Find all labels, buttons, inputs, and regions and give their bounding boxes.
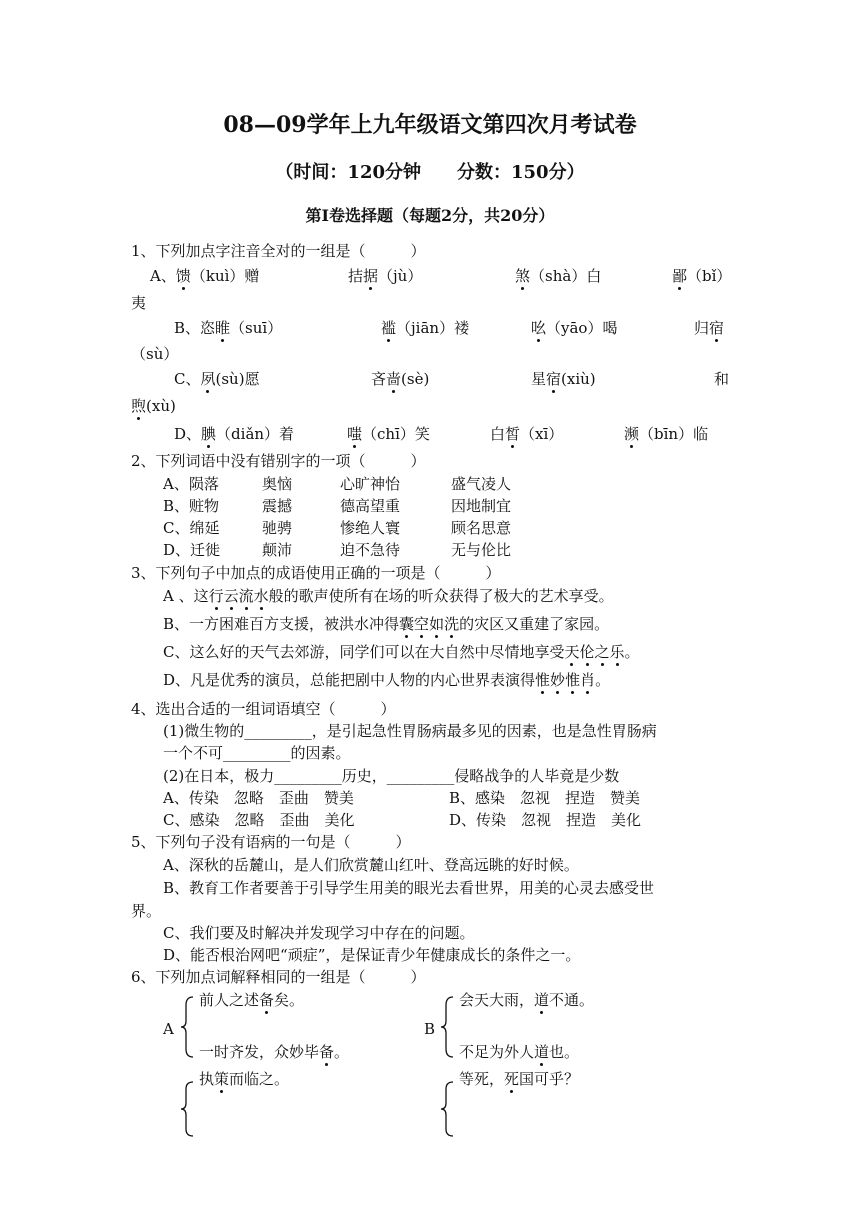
q6-group-b-label: B [424, 1020, 436, 1038]
q4-stem: 4、选出合适的一组词语填空（ ） [131, 700, 396, 718]
q1-option-c-4: 和 [714, 370, 730, 388]
q1-option-b-4: 归宿 [694, 319, 725, 337]
q1-option-c-1: C、夙(sù)愿 [174, 370, 260, 388]
q4-option-b: B、感染 忽视 捏造 赞美 [449, 789, 641, 807]
q1-option-a-2: 拮据（jù） [348, 267, 423, 285]
q1-option-d-1: D、腆（diǎn）着 [174, 425, 295, 443]
q6-group-d-brace [440, 1080, 454, 1138]
section-heading: 第Ⅰ卷选择题（每题2分，共20分） [305, 206, 555, 225]
q2-stem: 2、下列词语中没有错别字的一项（ ） [131, 452, 426, 470]
q2-cell: D、迁徙 [163, 541, 221, 559]
q1-option-a-4: 鄙（bǐ） [672, 267, 732, 285]
q1-option-c-2: 吝啬(sè) [371, 370, 430, 388]
q5-option-b-line2: 界。 [131, 902, 162, 920]
q2-cell: 无与伦比 [451, 541, 512, 559]
q1-option-d-2: 嗤（chī）笑 [347, 425, 430, 443]
q2-cell: C、绵延 [163, 519, 220, 537]
q3-option-c: C、这么好的天气去郊游，同学们可以在大自然中尽情地享受天伦之乐。 [163, 643, 640, 661]
q4-option-d: D、传染 忽视 捏造 美化 [449, 811, 642, 829]
q5-option-b-line1: B、教育工作者要善于引导学生用美的眼光去看世界，用美的心灵去感受世 [163, 879, 655, 897]
q1-option-b-1: B、恣睢（suī） [174, 319, 283, 337]
q2-cell: 颠沛 [262, 541, 293, 559]
q5-stem: 5、下列句子没有语病的一句是（ ） [131, 833, 411, 851]
q1-option-a-3: 煞（shà）白 [515, 267, 602, 285]
q2-cell: 迫不急待 [340, 541, 401, 559]
q2-cell: A、陨落 [163, 475, 219, 493]
q1-option-d-3: 白皙（xī） [490, 425, 564, 443]
q3-option-b: B、一方困难百方支援，被洪水冲得囊空如洗的灾区又重建了家园。 [163, 615, 610, 633]
q1-option-b-3: 吆（yāo）喝 [531, 319, 618, 337]
q1-option-b-2: 褴（jiān）褛 [381, 319, 470, 337]
q1-stem: 1、下列加点字注音全对的一组是（ ） [131, 242, 426, 260]
q4-sentence-1a: (1)微生物的_________，是引起急性胃肠病最多见的因素，也是急性胃肠病 [163, 722, 657, 740]
q2-cell: 震撼 [262, 497, 293, 515]
q6-group-b-brace [440, 995, 454, 1059]
q5-option-c: C、我们要及时解决并发现学习中存在的问题。 [163, 924, 475, 942]
q3-option-d: D、凡是优秀的演员，总能把剧中人物的内心世界表演得惟妙惟肖。 [163, 671, 611, 689]
q6-group-a-brace [180, 995, 194, 1059]
q2-cell: 驰骋 [262, 519, 293, 537]
q6-a-line2: 一时齐发，众妙毕备。 [199, 1043, 350, 1061]
q4-option-a: A、传染 忽略 歪曲 赞美 [163, 789, 354, 807]
q1-option-c-5: 煦(xù) [131, 397, 176, 415]
q1-option-b-5: （sù） [131, 345, 179, 363]
exam-subtitle: （时间：120分钟 分数：150分） [275, 162, 585, 183]
q6-group-c-brace [180, 1080, 194, 1138]
q2-cell: 盛气凌人 [451, 475, 512, 493]
q1-option-a-1: A、馈（kuì）赠 [150, 267, 260, 285]
exam-title: 08—09学年上九年级语文第四次月考试卷 [223, 112, 637, 138]
q6-a-line1: 前人之述备矣。 [199, 991, 305, 1009]
q6-stem: 6、下列加点词解释相同的一组是（ ） [131, 968, 426, 986]
q2-cell: 奥恼 [262, 475, 293, 493]
q3-stem: 3、下列句子中加点的成语使用正确的一项是（ ） [131, 564, 501, 582]
q2-cell: 心旷神怡 [340, 475, 401, 493]
q6-d-line1: 等死，死国可乎？ [459, 1070, 580, 1088]
q2-cell: 德高望重 [340, 497, 401, 515]
q4-sentence-1b: 一个不可_________的因素。 [163, 744, 351, 762]
q3-option-a: A 、这行云流水般的歌声使所有在场的听众获得了极大的艺术享受。 [163, 587, 614, 605]
q6-b-line2: 不足为外人道也。 [459, 1043, 580, 1061]
q2-cell: 顾名思意 [451, 519, 512, 537]
q2-cell: 惨绝人寰 [340, 519, 401, 537]
q1-option-d-4: 濒（bīn）临 [624, 425, 709, 443]
q4-option-c: C、感染 忽略 歪曲 美化 [163, 811, 355, 829]
q1-option-a-5: 夷 [131, 294, 147, 312]
q2-cell: B、赃物 [163, 497, 220, 515]
q6-c-line1: 执策而临之。 [199, 1070, 290, 1088]
q1-option-c-3: 星宿(xiù) [531, 370, 596, 388]
q5-option-d: D、能否根治网吧“顽症”，是保证青少年健康成长的条件之一。 [163, 946, 581, 964]
q6-b-line1: 会天大雨，道不通。 [459, 991, 595, 1009]
q5-option-a: A、深秋的岳麓山，是人们欣赏麓山红叶、登高远眺的好时候。 [163, 856, 579, 874]
q4-sentence-2: (2)在日本，极力_________历史，_________侵略战争的人毕竟是少数 [163, 767, 620, 785]
q6-group-a-label: A [163, 1020, 174, 1038]
q2-cell: 因地制宜 [451, 497, 512, 515]
